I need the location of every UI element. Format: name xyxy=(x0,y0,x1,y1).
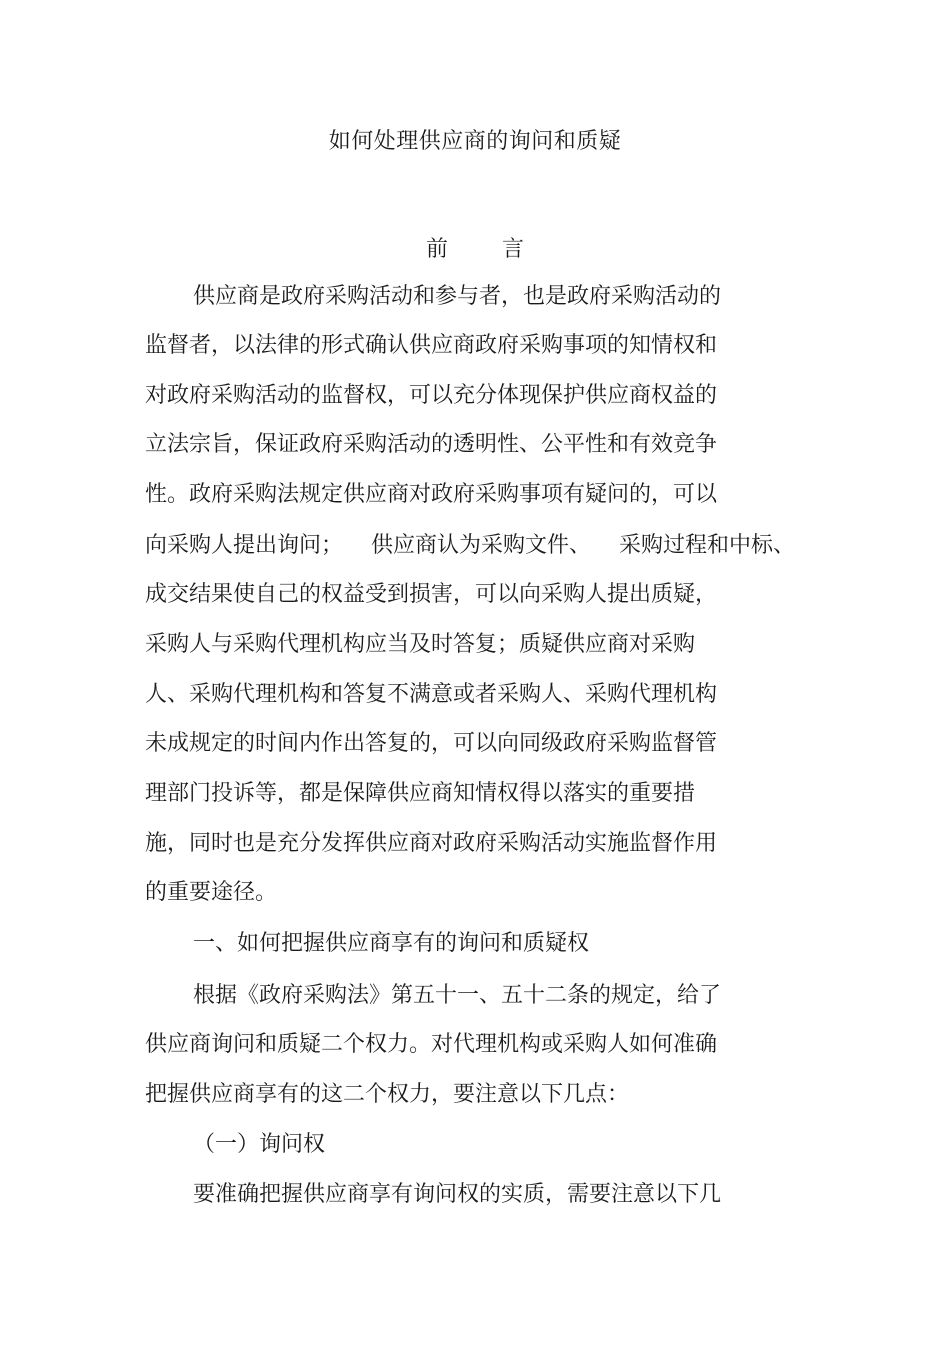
paragraph-line: 要准确把握供应商享有询问权的实质，需要注意以下几 xyxy=(193,1182,722,1207)
section-heading: 一、如何把握供应商享有的询问和质疑权 xyxy=(193,931,590,956)
preface-heading xyxy=(0,232,950,263)
paragraph-line: 理部门投诉等，都是保障供应商知情权得以落实的重要措 xyxy=(145,781,696,806)
document-title: 如何处理供应商的询问和质疑 xyxy=(328,129,622,154)
preface-heading-char-2: 言 xyxy=(502,237,525,262)
paragraph-line: 性。政府采购法规定供应商对政府采购事项有疑问的，可以 xyxy=(145,482,718,507)
subsection-heading: （一）询问权 xyxy=(193,1132,326,1157)
paragraph-line: 的重要途径。 xyxy=(145,880,278,905)
paragraph-line: 把握供应商享有的这二个权力，要注意以下几点： xyxy=(145,1082,630,1107)
paragraph-line: 施，同时也是充分发挥供应商对政府采购活动实施监督作用 xyxy=(145,831,718,856)
paragraph-line: 向采购人提出询问； 供应商认为采购文件、 采购过程和中标、 xyxy=(145,533,795,558)
paragraph-line: 成交结果使自己的权益受到损害，可以向采购人提出质疑， xyxy=(145,582,718,607)
paragraph-line: 供应商是政府采购活动和参与者，也是政府采购活动的 xyxy=(193,284,722,309)
paragraph-line: 监督者，以法律的形式确认供应商政府采购事项的知情权和 xyxy=(145,333,718,358)
paragraph-line: 对政府采购活动的监督权，可以充分体现保护供应商权益的 xyxy=(145,383,718,408)
paragraph-line: 采购人与采购代理机构应当及时答复；质疑供应商对采购 xyxy=(145,632,696,657)
paragraph-line: 根据《政府采购法》第五十一、五十二条的规定，给了 xyxy=(193,983,722,1008)
paragraph-line: 供应商询问和质疑二个权力。对代理机构或采购人如何准确 xyxy=(145,1032,718,1057)
paragraph-line: 人、采购代理机构和答复不满意或者采购人、采购代理机构 xyxy=(145,682,718,707)
paragraph-line: 未成规定的时间内作出答复的，可以向同级政府采购监督管 xyxy=(145,731,718,756)
paragraph-line: 立法宗旨，保证政府采购活动的透明性、公平性和有效竞争 xyxy=(145,432,718,457)
preface-heading-char-1: 前 xyxy=(425,237,448,262)
